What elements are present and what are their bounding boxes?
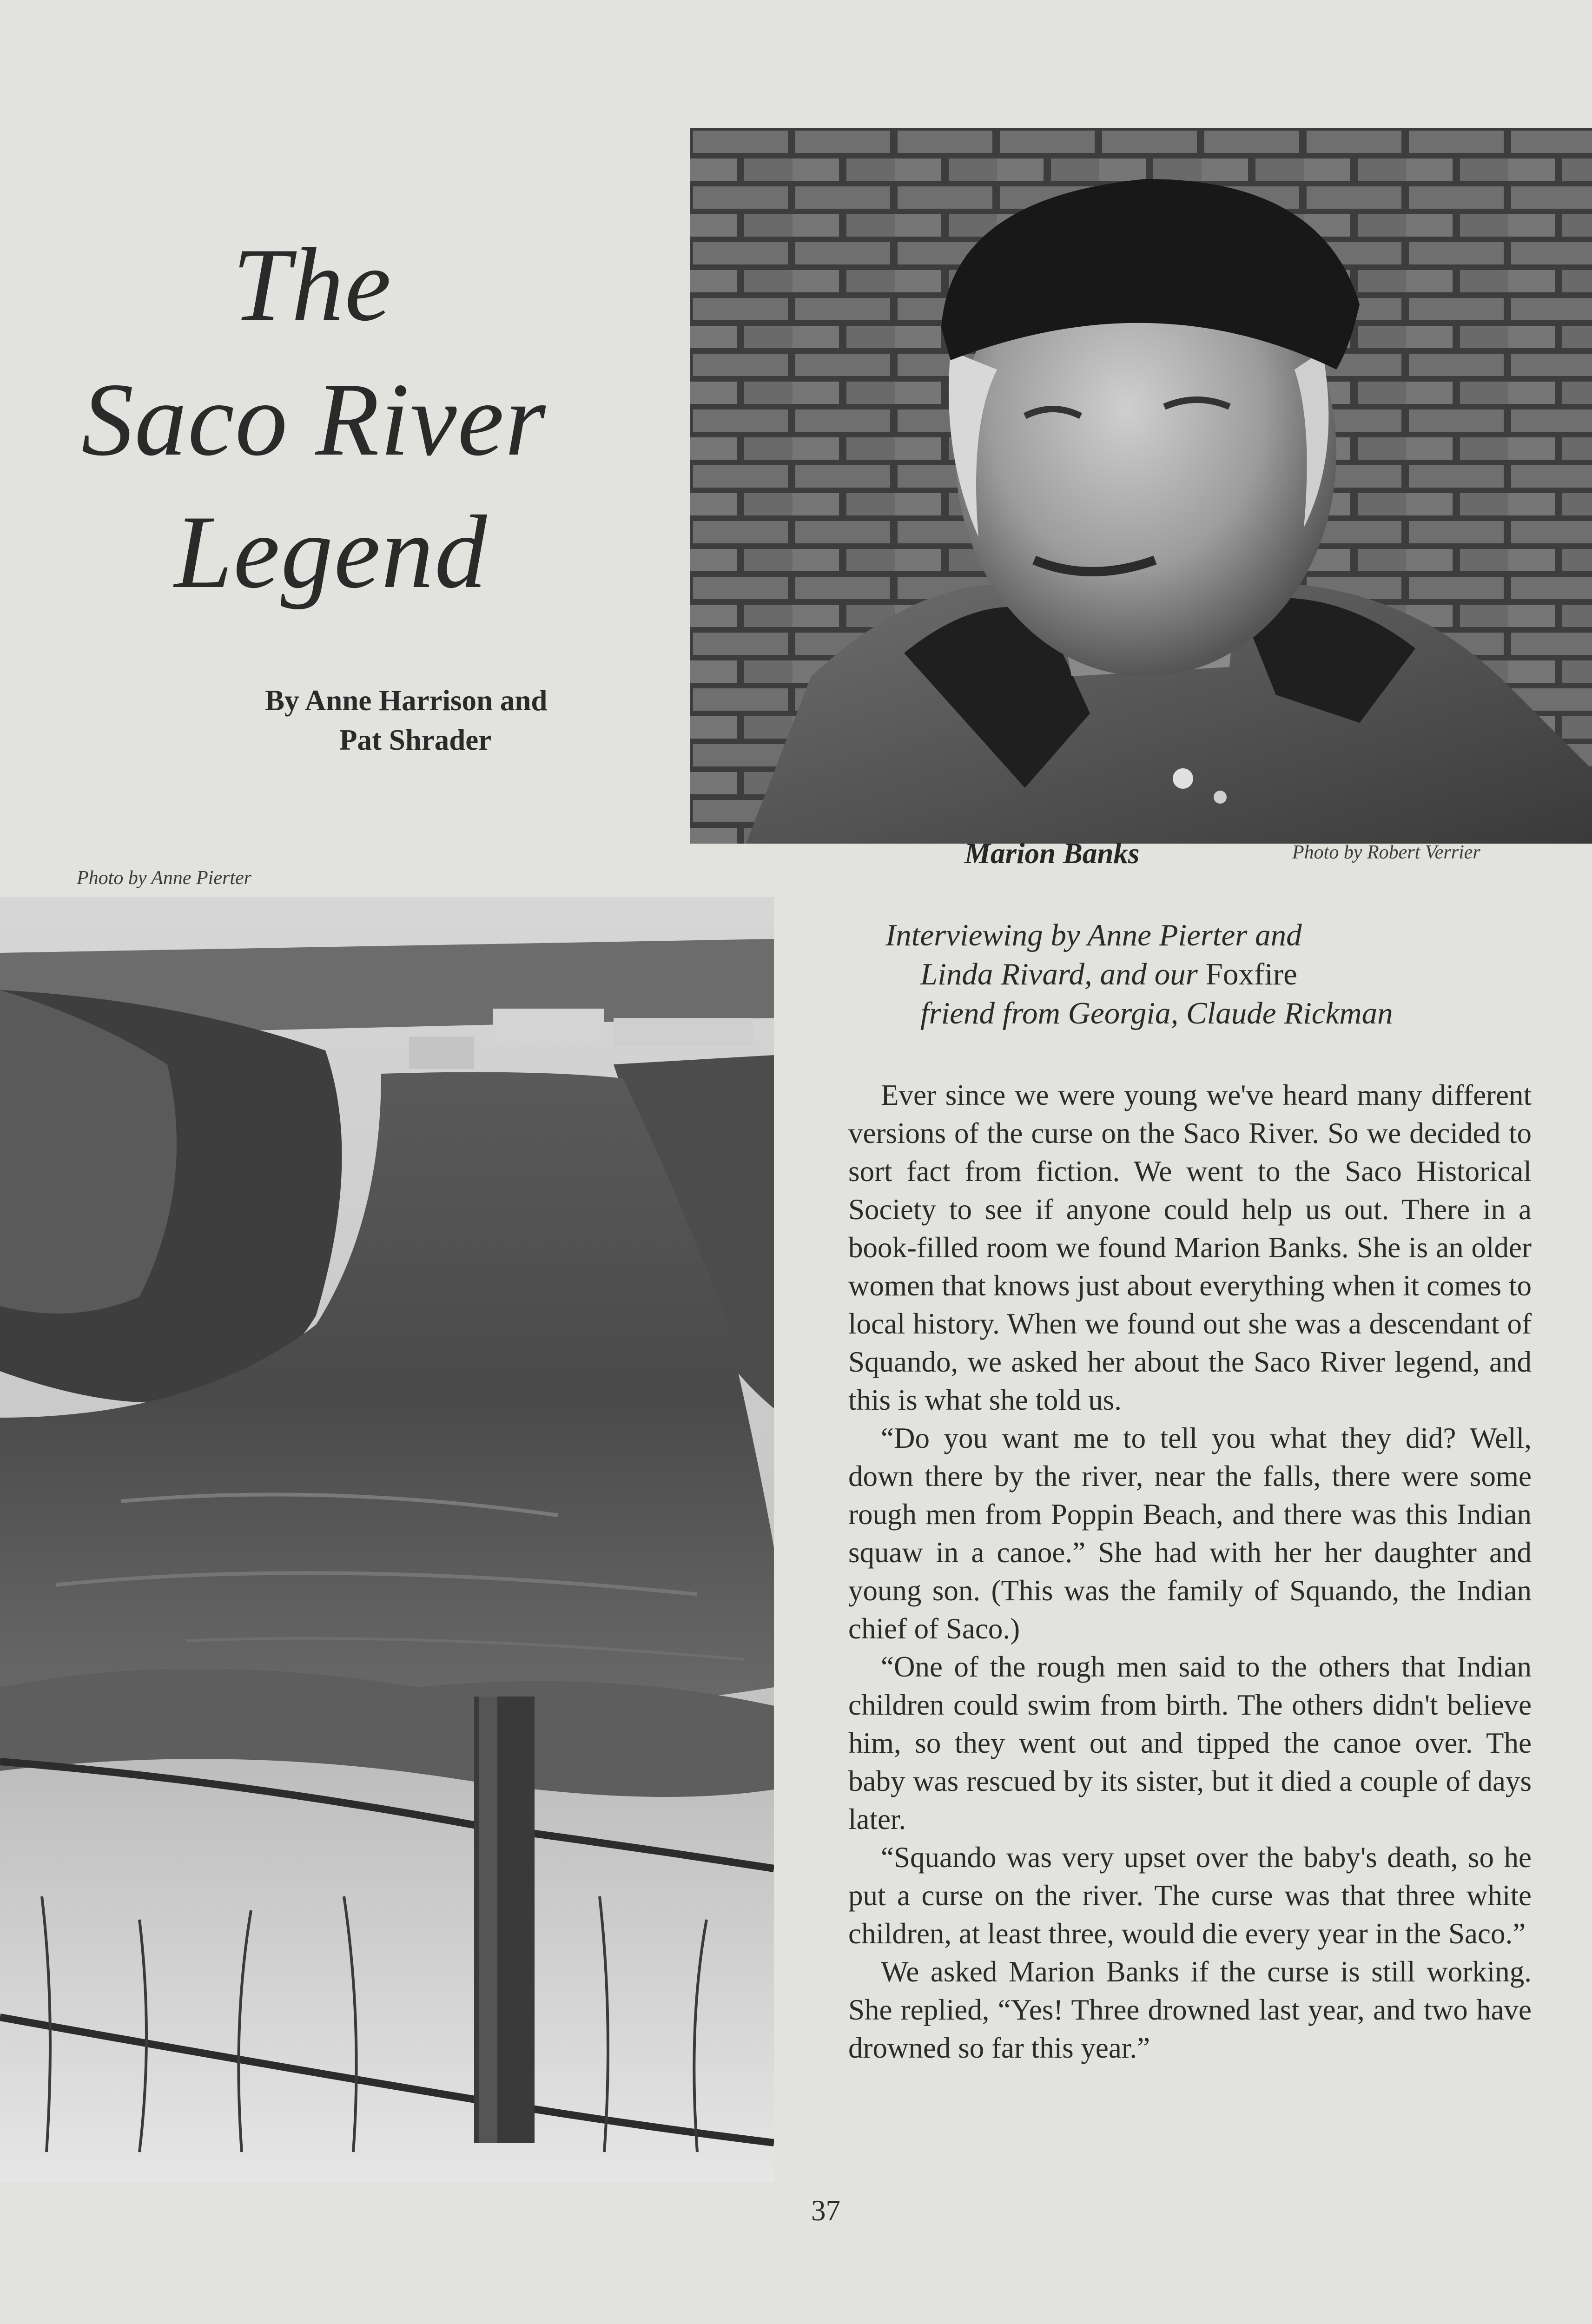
portrait-caption: Marion Banks <box>964 837 1140 870</box>
byline-line-1: By Anne Harrison and <box>265 684 548 717</box>
body-paragraph-4: “Squando was very upset over the baby's death, so he put a curse on the river. The curse was that three white children, at least three, would die every year in the Saco.” <box>848 1841 1532 1950</box>
byline-line-2: Pat Shrader <box>339 724 492 756</box>
portrait-photo-credit: Photo by Robert Verrier <box>1292 842 1480 863</box>
title-line-3: Legend <box>174 494 488 610</box>
body-paragraph-1: Ever since we were young we've heard many different versions of the curse on the Saco River. So we decided to sort fact from fiction. We went to the Saco Historical Society to see if anyone could help us out. There in a book-filled room we found Marion Banks. She is an older women that knows just about everything when it comes to local history. When we found out she was a descendant of Squando, we asked her about the Saco River legend, and this is what she told us. <box>848 1079 1532 1416</box>
river-image <box>0 897 774 2182</box>
river-photo-credit: Photo by Anne Pierter <box>77 867 251 889</box>
interview-credit-line-2 <box>920 955 1297 994</box>
interview-credit-line-1: Interviewing by Anne Pierter and <box>885 918 1302 952</box>
river-photo <box>0 897 774 2182</box>
article-body <box>848 1076 1532 2067</box>
interview-credit-line-3: friend from Georgia, Claude Rickman <box>920 996 1393 1030</box>
page-number: 37 <box>811 2194 840 2227</box>
interview-credit-line-2-text: Linda Rivard, and our <box>920 957 1206 991</box>
portrait-photo <box>690 128 1592 844</box>
title-line-1: The <box>232 226 392 343</box>
title-line-2: Saco River <box>81 361 547 477</box>
portrait-image <box>690 128 1592 844</box>
body-paragraph-5: We asked Marion Banks if the curse is still working. She replied, “Yes! Three drowned last year, and two have drowned so far this year.” <box>848 1955 1532 2064</box>
body-paragraph-3: “One of the rough men said to the others that Indian children could swim from birth. The others didn't believe him, so they went out and tipped the canoe over. The baby was rescued by its sister, but it died a couple of days later. <box>848 1651 1532 1835</box>
body-paragraph-2: “Do you want me to tell you what they did? Well, down there by the river, near the falls, there were some rough men from Poppin Beach, and there was this Indian squaw in a canoe.” She had with her her daughter and young son. (This was the family of Squando, the Indian chief of Saco.) <box>848 1422 1532 1645</box>
foxfire-name: Foxfire <box>1205 957 1297 991</box>
